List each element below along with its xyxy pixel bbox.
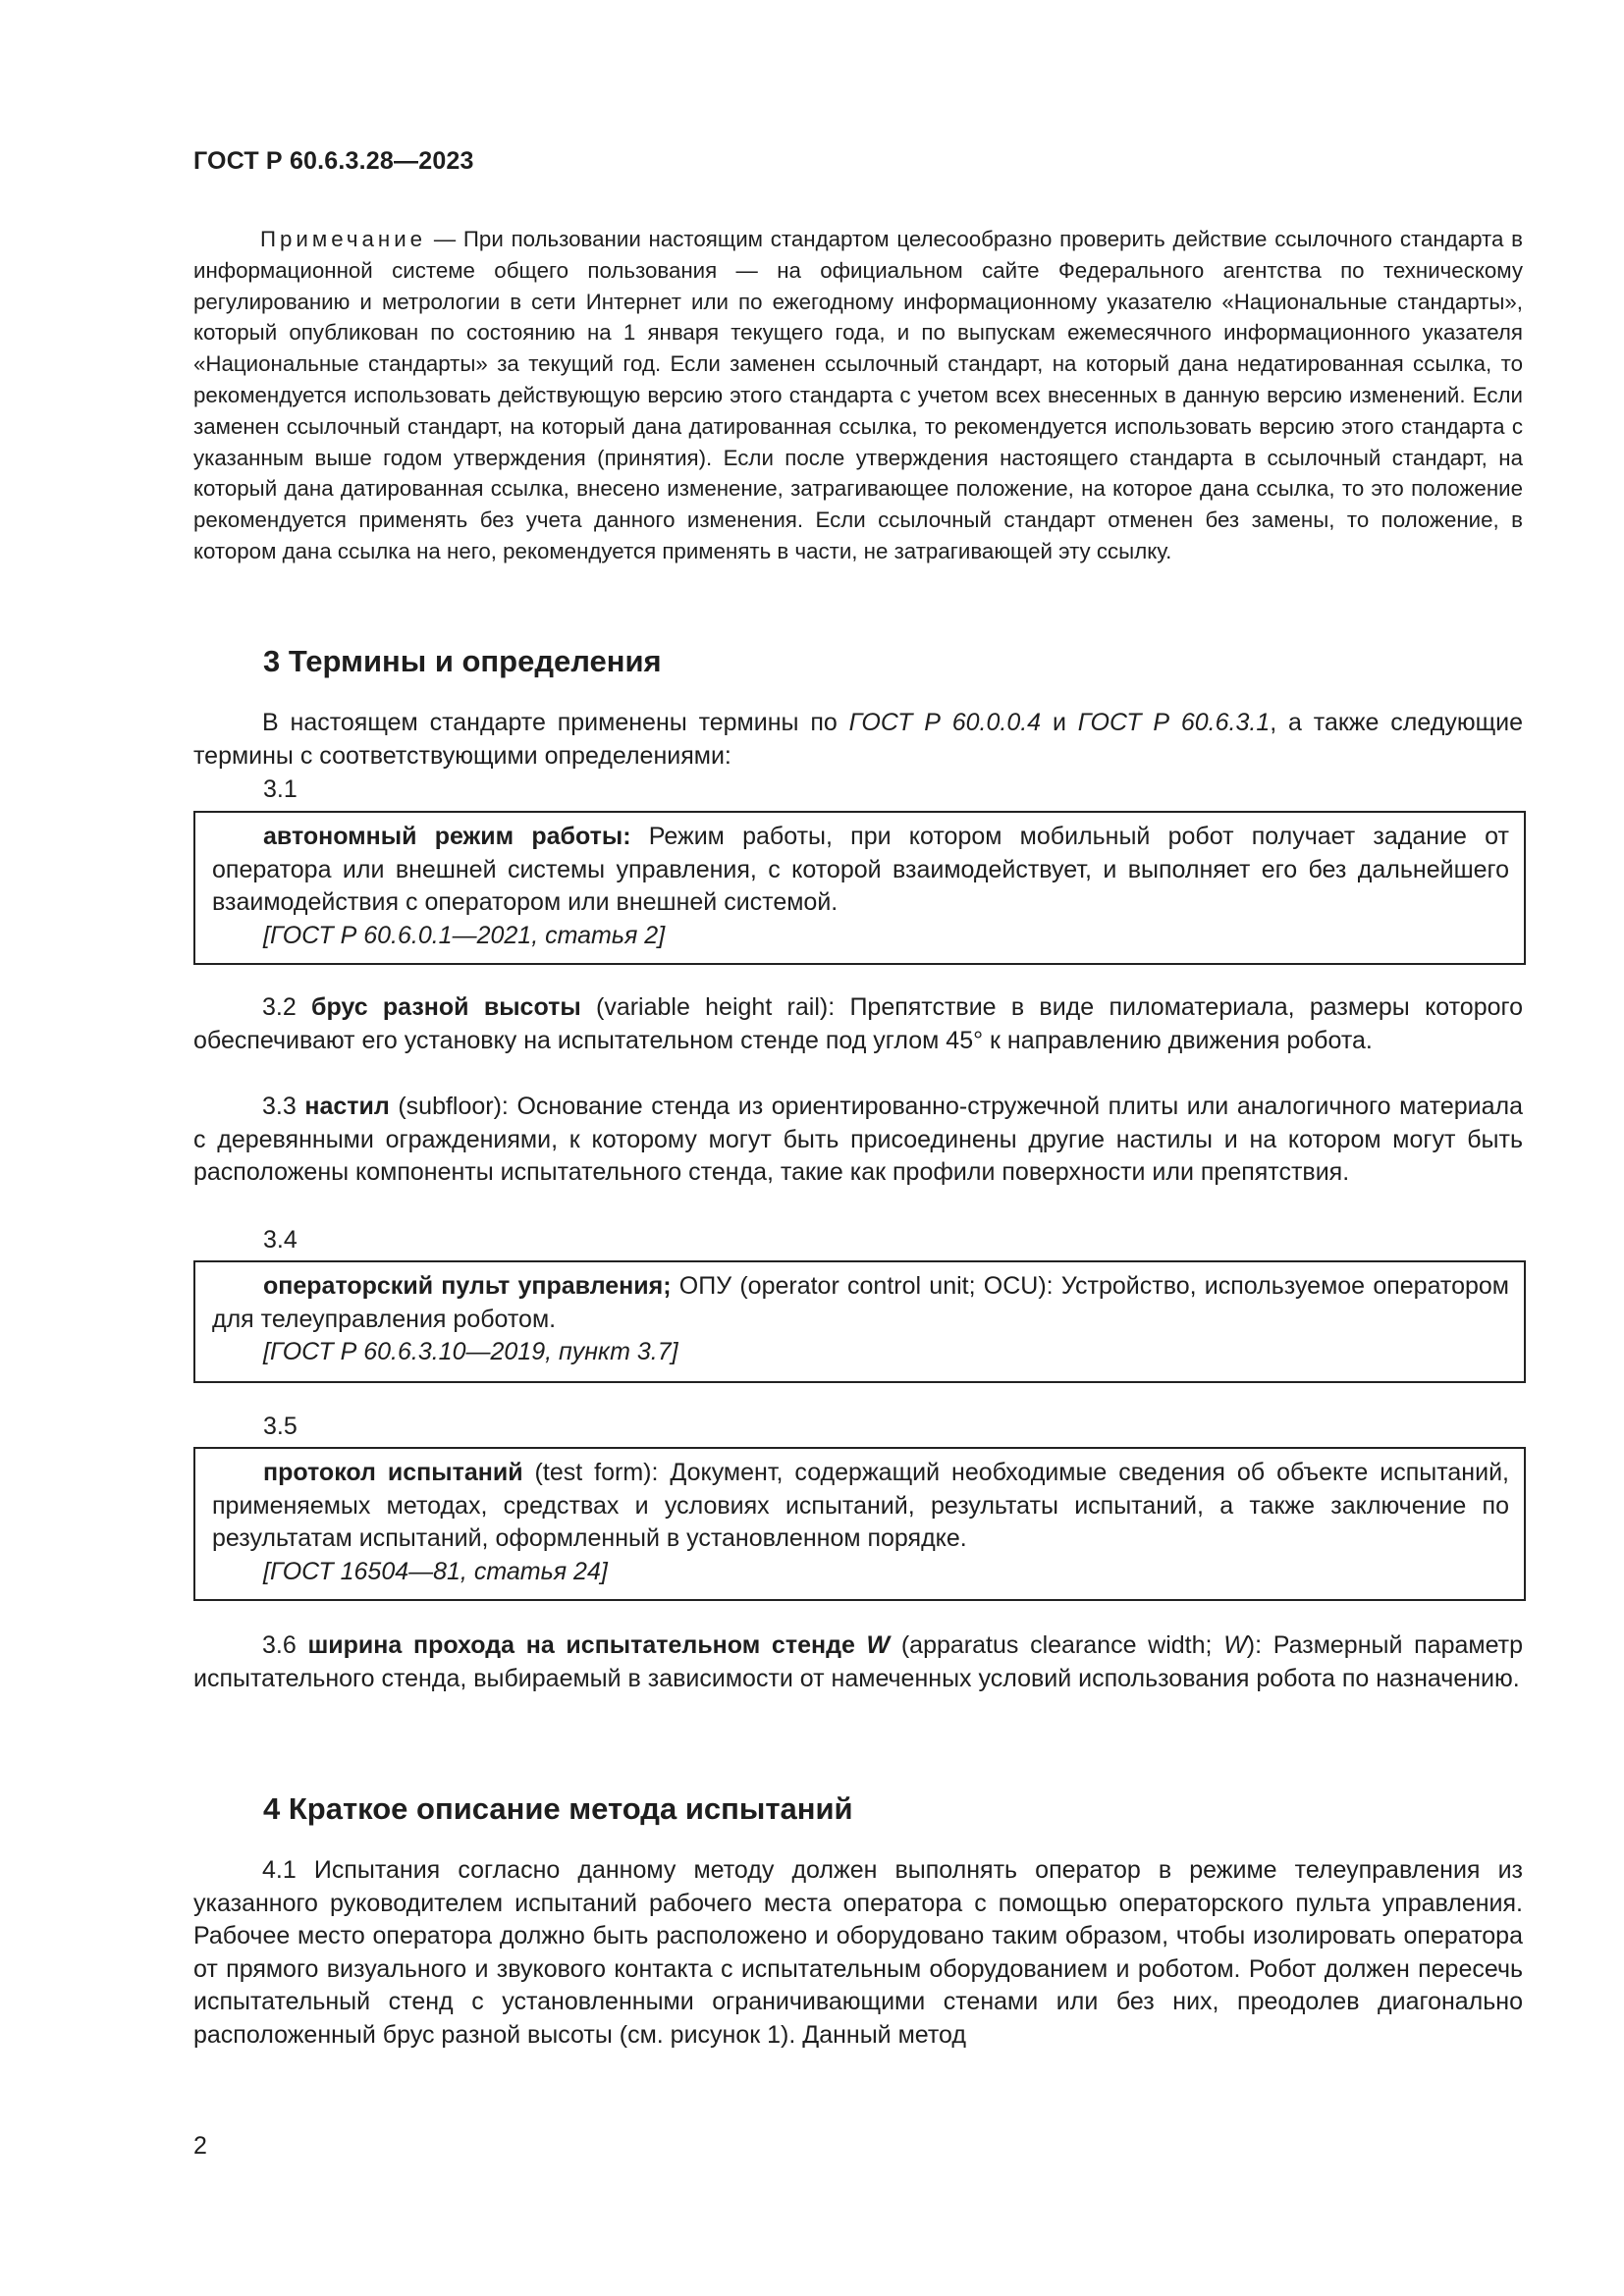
term-3-5-number: 3.5 bbox=[263, 1413, 298, 1440]
reference-gost-60-0-0-4: ГОСТ Р 60.0.0.4 bbox=[848, 709, 1042, 736]
term-3-5-definition: протокол испытаний (test form): Документ, содержащий необходимые сведения об объекте испытаний, применяемых методах, средствах и условиях испытаний, результаты испытаний, а также заключение по результатам испытаний, оформленный в установленном порядке. bbox=[212, 1459, 1509, 1552]
note-label: Примечание bbox=[260, 227, 427, 251]
term-3-1-number: 3.1 bbox=[263, 775, 298, 803]
term-3-5-box bbox=[193, 1447, 1526, 1601]
section-4-paragraph-4-1: 4.1 Испытания согласно данному методу должен выполнять оператор в режиме телеуправления из указанного руководителем испытаний рабочего места оператора с помощью операторского пульта управления. Рабочее место оператора должно быть расположено и оборудовано таким образом, чтобы изолировать оператора от прямого визуального и звукового контакта с испытательным оборудованием и роботом. Робот должен пересечь испытательный стенд с установленными ограничивающими стенами или без них, преодолев диагонально расположенный брус разной высоты (см. рисунок 1). Данный метод bbox=[193, 1856, 1523, 2049]
term-3-1-term: автономный режим работы: bbox=[263, 823, 631, 850]
term-3-1-definition: автономный режим работы: Режим работы, при котором мобильный робот получает задание от оператора или внешней системы управления, с которой взаимодействует, и выполняет его без дальнейшего взаимодействия с оператором или внешней системой. bbox=[212, 823, 1509, 916]
term-3-1-source: [ГОСТ Р 60.6.0.1—2021, статья 2] bbox=[263, 921, 666, 949]
term-3-6-term: ширина прохода на испытательном стенде bbox=[307, 1631, 867, 1659]
section-3-title: 3 Термины и определения bbox=[263, 644, 662, 678]
term-3-4-term: операторский пульт управления; bbox=[263, 1272, 672, 1300]
section-3-intro: В настоящем стандарте применены термины по ГОСТ Р 60.0.0.4 и ГОСТ Р 60.6.3.1, а также следующие термины с соответствующими определениями: bbox=[193, 709, 1524, 770]
standard-designation: ГОСТ Р 60.6.3.28—2023 bbox=[193, 147, 474, 175]
term-3-2-term: брус разной высоты bbox=[311, 993, 581, 1021]
term-3-3-term: настил bbox=[304, 1093, 390, 1120]
reference-gost-60-6-3-1: ГОСТ Р 60.6.3.1 bbox=[1077, 709, 1271, 736]
term-3-6-symbol: W bbox=[866, 1631, 891, 1659]
term-3-6: 3.6 ширина прохода на испытательном стенде W (apparatus clearance width; W): Размерный параметр испытательного стенда, выбираемый в зависимости от намеченных условий использования робота по назначению. bbox=[193, 1631, 1523, 1692]
term-3-4-number: 3.4 bbox=[263, 1226, 298, 1254]
term-3-5-source: [ГОСТ 16504—81, статья 24] bbox=[263, 1557, 608, 1585]
page-number: 2 bbox=[193, 2132, 207, 2160]
note-paragraph bbox=[193, 224, 1523, 567]
note-text: — При пользовании настоящим стандартом целесообразно проверить действие ссылочного стандарта в информационной системе общего пользования — на официальном сайте Федерального агентства по техническому регулированию и метрологии в сети Интернет или по ежегодному информационному указателю «Национальные стандарты», который опубликован по состоянию на 1 января текущего года, и по выпускам ежемесячного информационного указателя «Национальные стандарты» за текущий год. Если заменен ссылочный стандарт, на который дана недатированная ссылка, то рекомендуется использовать действующую версию этого стандарта с учетом всех внесенных в данную версию изменений. Если заменен ссылочный стандарт, на который дана датированная ссылка, то рекомендуется использовать версию этого стандарта с указанным выше годом утверждения (принятия). Если после утверждения настоящего стандарта в ссылочный стандарт, на который дана датированная ссылка, внесено изменение, затрагивающее положение, на которое дана ссылка, то это положение рекомендуется применять без учета данного изменения. Если ссылочный стандарт отменен без замены, то положение, в котором дана ссылка на него, рекомендуется применять в части, не затрагивающей эту ссылку. bbox=[193, 227, 1523, 563]
term-3-4-definition: операторский пульт управления; ОПУ (operator control unit; OCU): Устройство, используемое оператором для телеуправления роботом. bbox=[212, 1272, 1509, 1333]
section-4-title: 4 Краткое описание метода испытаний bbox=[263, 1791, 853, 1826]
term-3-5-term: протокол испытаний bbox=[263, 1459, 523, 1486]
term-3-1-box bbox=[193, 811, 1526, 965]
term-3-4-box bbox=[193, 1260, 1526, 1383]
term-3-2: 3.2 брус разной высоты (variable height rail): Препятствие в виде пиломатериала, размеры которого обеспечивают его установку на испытательном стенде под углом 45° к направлению движения робота. bbox=[193, 993, 1523, 1054]
term-3-4-source: [ГОСТ Р 60.6.3.10—2019, пункт 3.7] bbox=[263, 1338, 678, 1365]
term-3-3: 3.3 настил (subfloor): Основание стенда из ориентированно-стружечной плиты или аналогичного материала с деревянными ограждениями, к которому могут быть присоединены другие настилы и на котором могут быть расположены компоненты испытательного стенда, такие как профили поверхности или препятствия. bbox=[193, 1093, 1523, 1186]
